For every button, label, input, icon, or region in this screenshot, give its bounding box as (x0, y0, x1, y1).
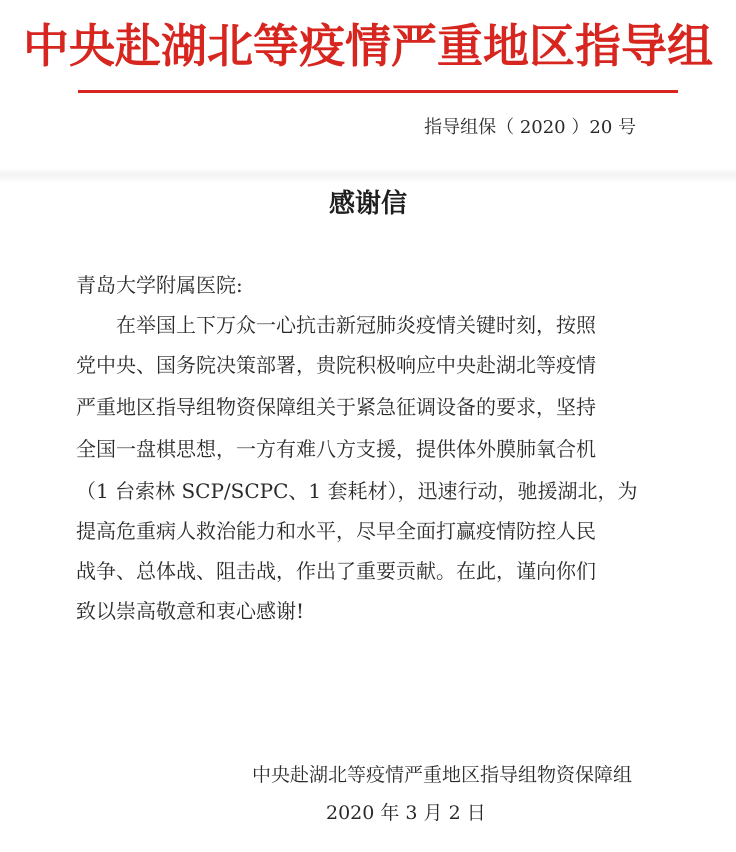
page-fold-divider (0, 168, 736, 184)
body-line: 全国一盘棋思想，一方有难八方支援，提供体外膜肺氧合机 (76, 437, 596, 461)
signature-organization: 中央赴湖北等疫情严重地区指导组物资保障组 (251, 764, 632, 786)
letter-title: 感谢信 (328, 189, 407, 219)
header-red-rule (78, 90, 678, 93)
body-line: 在举国上下万众一心抗击新冠肺炎疫情关键时刻，按照 (116, 313, 596, 337)
body-line: 提高危重病人救治能力和水平，尽早全面打赢疫情防控人民 (76, 519, 596, 543)
issuer-header-title: 中央赴湖北等疫情严重地区指导组 (23, 19, 713, 73)
body-line: （1 台索林 SCP/SCPC、1 套耗材），迅速行动，驰援湖北，为 (76, 479, 638, 503)
body-line: 战争、总体战、阻击战，作出了重要贡献。在此，谨向你们 (76, 559, 596, 583)
body-line: 致以崇高敬意和衷心感谢! (76, 599, 305, 623)
body-line: 党中央、国务院决策部署，贵院积极响应中央赴湖北等疫情 (76, 353, 596, 377)
salutation: 青岛大学附属医院: (76, 273, 243, 297)
letter-date: 2020 年 3 月 2 日 (326, 802, 486, 824)
body-line: 严重地区指导组物资保障组关于紧急征调设备的要求，坚持 (76, 395, 596, 419)
document-number: 指导组保（ 2020 ）20 号 (424, 117, 636, 138)
